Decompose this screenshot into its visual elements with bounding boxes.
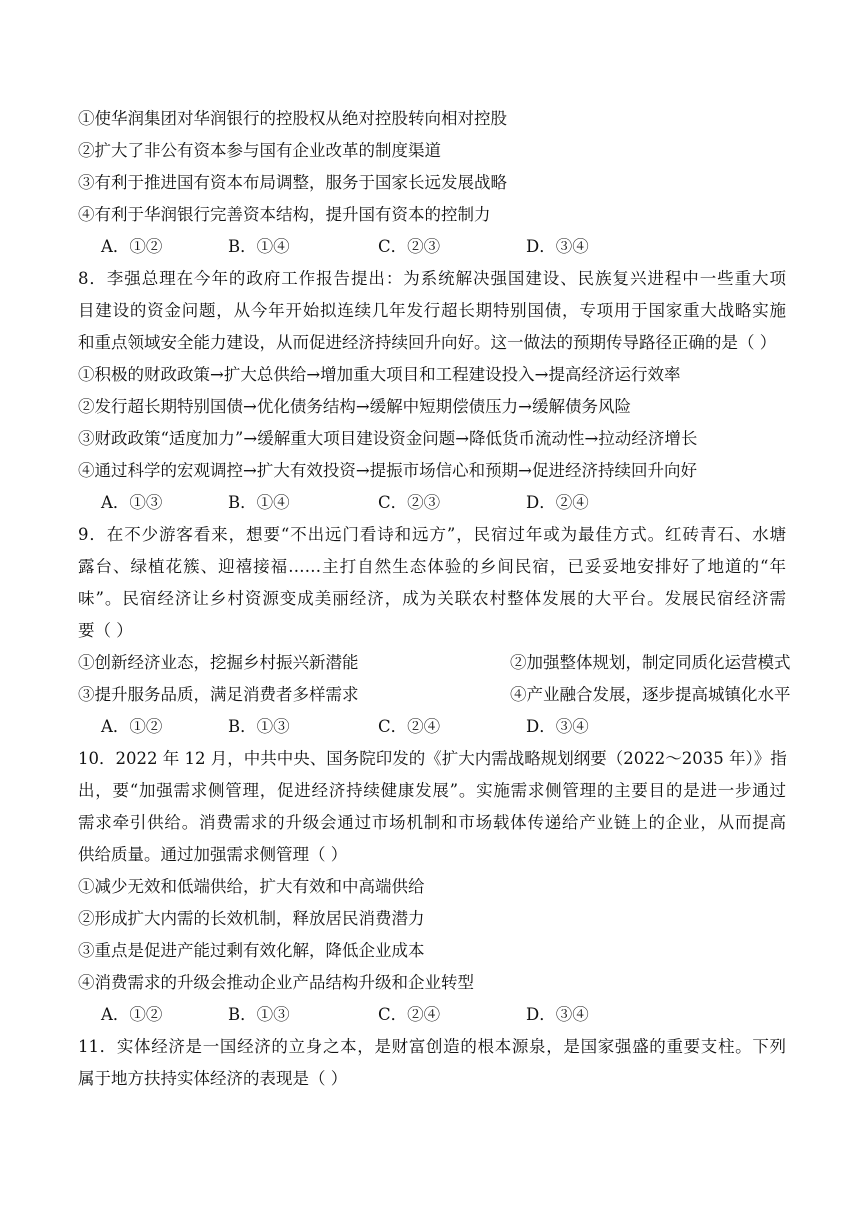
q8-stem-line-1: 8．李强总理在今年的政府工作报告提出：为系统解决强国建设、民族复兴进程中一些重大项: [78, 269, 786, 288]
q9-statements-row-2: [78, 684, 791, 706]
q7-statement-4: ④有利于华润银行完善资本结构，提升国有资本的控制力: [78, 205, 491, 224]
q10-statement-4: ④消费需求的升级会推动企业产品结构升级和企业转型: [78, 973, 474, 992]
q10-statement-3: ③重点是促进产能过剩有效化解，降低企业成本: [78, 941, 425, 960]
q7-option-a[interactable]: A．①②: [101, 237, 163, 256]
q7-option-b[interactable]: B．①④: [228, 237, 290, 256]
q8-stem-line-2: 目建设的资金问题，从今年开始拟连续几年发行超长期特别国债，专项用于国家重大战略实施: [78, 301, 786, 320]
q8-option-b[interactable]: B．①④: [228, 493, 290, 512]
q8-statement-2: ②发行超长期特别国债→优化债务结构→缓解中短期偿债压力→缓解债务风险: [78, 397, 631, 416]
q10-stem-line-1: 10．2022 年 12 月，中共中央、国务院印发的《扩大内需战略规划纲要（2022～2035 年）》指: [78, 749, 787, 768]
q9-statements-row-1: [78, 652, 791, 674]
q9-option-c[interactable]: C．②④: [378, 717, 441, 736]
q11-stem-line-2: 属于地方扶持实体经济的表现是（ ）: [78, 1069, 348, 1088]
q8-option-a[interactable]: A．①③: [101, 493, 163, 512]
q10-option-b[interactable]: B．①③: [228, 1005, 290, 1024]
q10-statement-2: ②形成扩大内需的长效机制，释放居民消费潜力: [78, 909, 425, 928]
q9-stem-line-4: 要（ ）: [78, 621, 133, 640]
q9-statement-3: ③提升服务品质，满足消费者多样需求: [78, 685, 359, 704]
q9-option-d[interactable]: D．③④: [526, 717, 589, 736]
q11-stem-line-1: 11．实体经济是一国经济的立身之本，是财富创造的根本源泉，是国家强盛的重要支柱。下列: [78, 1037, 786, 1056]
q10-statement-1: ①减少无效和低端供给，扩大有效和中高端供给: [78, 877, 425, 896]
q9-stem-line-3: 味”。民宿经济让乡村资源变成美丽经济，成为关联农村整体发展的大平台。发展民宿经济需: [78, 589, 786, 608]
q7-statement-3: ③有利于推进国有资本布局调整，服务于国家长远发展战略: [78, 173, 507, 192]
q8-statement-4: ④通过科学的宏观调控→扩大有效投资→提振市场信心和预期→促进经济持续回升向好: [78, 461, 697, 480]
q8-option-c[interactable]: C．②③: [378, 493, 441, 512]
q10-option-c[interactable]: C．②④: [378, 1005, 441, 1024]
q9-stem-line-2: 露台、绿植花簇、迎禧接福……主打自然生态体验的乡间民宿，已妥妥地安排好了地道的“年: [78, 557, 786, 576]
q8-statement-1: ①积极的财政政策→扩大总供给→增加重大项目和工程建设投入→提高经济运行效率: [78, 365, 681, 384]
q9-statement-2: ②加强整体规划，制定同质化运营模式: [510, 653, 791, 672]
q10-option-a[interactable]: A．①②: [101, 1005, 163, 1024]
q7-option-c[interactable]: C．②③: [378, 237, 441, 256]
q7-option-d[interactable]: D．③④: [526, 237, 589, 256]
q8-stem-line-3: 和重点领域安全能力建设，从而促进经济持续回升向好。这一做法的预期传导路径正确的是（ ）: [78, 333, 777, 352]
q10-stem-line-4: 供给质量。通过加强需求侧管理（ ）: [78, 845, 348, 864]
q8-statement-3: ③财政政策“适度加力”→缓解重大项目建设资金问题→降低货币流动性→拉动经济增长: [78, 429, 698, 448]
q8-option-d[interactable]: D．②④: [526, 493, 589, 512]
q10-option-d[interactable]: D．③④: [526, 1005, 589, 1024]
q9-statement-1: ①创新经济业态，挖掘乡村振兴新潜能: [78, 653, 359, 672]
q7-statement-2: ②扩大了非公有资本参与国有企业改革的制度渠道: [78, 141, 441, 160]
q9-option-a[interactable]: A．①②: [101, 717, 163, 736]
q9-stem-line-1: 9．在不少游客看来，想要“不出远门看诗和远方”，民宿过年或为最佳方式。红砖青石、水塘: [78, 525, 786, 544]
q10-stem-line-2: 出，要“加强需求侧管理，促进经济持续健康发展”。实施需求侧管理的主要目的是进一步通过: [78, 781, 786, 800]
q10-stem-line-3: 需求牵引供给。消费需求的升级会通过市场机制和市场载体传递给产业链上的企业，从而提高: [78, 813, 786, 832]
q7-statement-1: ①使华润集团对华润银行的控股权从绝对控股转向相对控股: [78, 109, 507, 128]
q9-option-b[interactable]: B．①③: [228, 717, 290, 736]
q9-statement-4: ④产业融合发展，逐步提高城镇化水平: [510, 685, 791, 704]
